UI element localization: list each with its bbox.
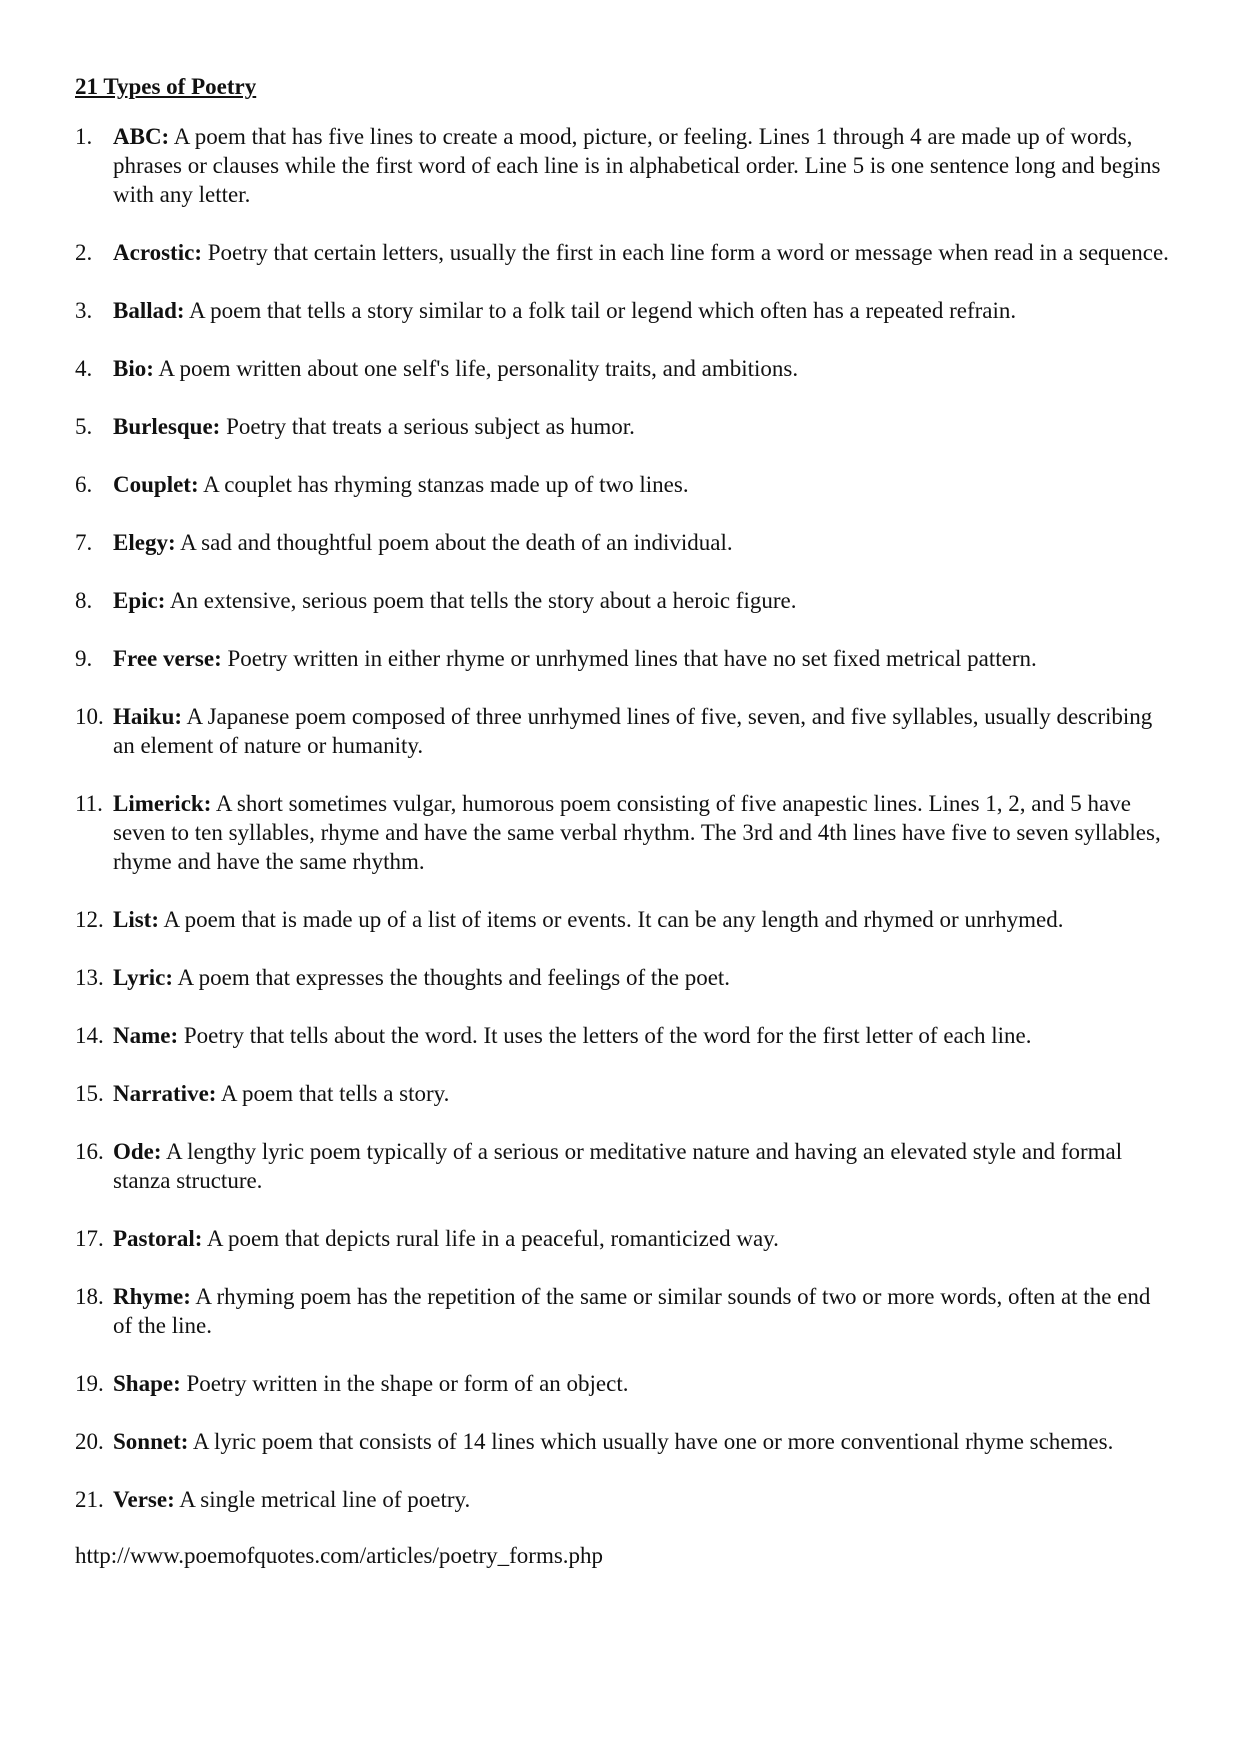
term-definition: A couplet has rhyming stanzas made up of two lines. bbox=[198, 472, 689, 497]
term-name: Acrostic: bbox=[113, 240, 202, 265]
term-name: Pastoral: bbox=[113, 1226, 203, 1251]
term-definition: A poem that expresses the thoughts and feelings of the poet. bbox=[173, 965, 731, 990]
term-definition: Poetry written in either rhyme or unrhymed lines that have no set fixed metrical pattern. bbox=[221, 646, 1037, 671]
list-item-number: 13. bbox=[75, 965, 104, 990]
list-item bbox=[75, 644, 1175, 673]
term-name: Bio: bbox=[113, 356, 154, 381]
term-definition: A lengthy lyric poem typically of a serious or meditative nature and having an elevated style and formal stanza structure. bbox=[113, 1139, 1123, 1193]
term-definition: A lyric poem that consists of 14 lines which usually have one or more conventional rhyme schemes. bbox=[188, 1429, 1114, 1454]
term-definition: A single metrical line of poetry. bbox=[174, 1487, 471, 1512]
list-item-number: 8. bbox=[75, 588, 93, 613]
list-item-number: 16. bbox=[75, 1139, 104, 1164]
list-item-number: 7. bbox=[75, 530, 93, 555]
term-name: Free verse: bbox=[113, 646, 222, 671]
list-item-number: 12. bbox=[75, 907, 104, 932]
term-definition: A poem that depicts rural life in a peaceful, romanticized way. bbox=[202, 1226, 779, 1251]
list-item-number: 21. bbox=[75, 1487, 104, 1512]
list-item bbox=[75, 1427, 1175, 1456]
term-name: Haiku: bbox=[113, 704, 183, 729]
term-definition: A poem that tells a story. bbox=[216, 1081, 450, 1106]
term-definition: A poem that is made up of a list of items or events. It can be any length and rhymed or unrhymed. bbox=[159, 907, 1064, 932]
list-item bbox=[75, 1021, 1175, 1050]
term-name: Lyric: bbox=[113, 965, 174, 990]
list-item-number: 11. bbox=[75, 791, 103, 816]
list-item-number: 3. bbox=[75, 298, 93, 323]
list-item bbox=[75, 702, 1175, 760]
list-item-number: 15. bbox=[75, 1081, 104, 1106]
list-item bbox=[75, 789, 1175, 876]
term-definition: A Japanese poem composed of three unrhymed lines of five, seven, and five syllables, usually describing an element of nature or humanity. bbox=[113, 704, 1153, 758]
term-name: Sonnet: bbox=[113, 1429, 189, 1454]
term-name: Rhyme: bbox=[113, 1284, 191, 1309]
list-item-number: 20. bbox=[75, 1429, 104, 1454]
list-item bbox=[75, 1369, 1175, 1398]
list-item bbox=[75, 963, 1175, 992]
term-definition: A rhyming poem has the repetition of the same or similar sounds of two or more words, often at the end of the line. bbox=[113, 1284, 1151, 1338]
term-definition: A short sometimes vulgar, humorous poem consisting of five anapestic lines. Lines 1, 2, and 5 have seven to ten syllables, rhyme and have the same verbal rhythm. The 3rd and 4th lines have five to seven syllables, rhyme and have the same rhythm. bbox=[113, 791, 1161, 874]
term-name: Elegy: bbox=[113, 530, 176, 555]
term-name: List: bbox=[113, 907, 159, 932]
list-item bbox=[75, 1282, 1175, 1340]
list-item-number: 5. bbox=[75, 414, 93, 439]
term-name: Epic: bbox=[113, 588, 166, 613]
term-definition: A sad and thoughtful poem about the death of an individual. bbox=[175, 530, 733, 555]
list-item bbox=[75, 528, 1175, 557]
term-definition: A poem that has five lines to create a mood, picture, or feeling. Lines 1 through 4 are made up of words, phrases or clauses while the first word of each line is in alphabetical order. Line 5 is one sentence long and begins with any letter. bbox=[113, 124, 1161, 207]
term-name: Name: bbox=[113, 1023, 179, 1048]
term-definition: A poem that tells a story similar to a folk tail or legend which often has a repeated refrain. bbox=[184, 298, 1017, 323]
list-item-number: 14. bbox=[75, 1023, 104, 1048]
list-item bbox=[75, 1224, 1175, 1253]
term-name: Limerick: bbox=[113, 791, 212, 816]
term-name: Burlesque: bbox=[113, 414, 221, 439]
term-definition: An extensive, serious poem that tells the story about a heroic figure. bbox=[165, 588, 797, 613]
list-item-number: 19. bbox=[75, 1371, 104, 1396]
list-item bbox=[75, 412, 1175, 441]
list-item bbox=[75, 1485, 1175, 1514]
list-item-number: 4. bbox=[75, 356, 93, 381]
source-url: http://www.poemofquotes.com/articles/poetry_forms.php bbox=[75, 1543, 604, 1568]
list-item bbox=[75, 586, 1175, 615]
list-item-number: 9. bbox=[75, 646, 93, 671]
list-item bbox=[75, 1137, 1175, 1195]
list-item-number: 10. bbox=[75, 704, 104, 729]
term-name: Narrative: bbox=[113, 1081, 217, 1106]
term-definition: Poetry written in the shape or form of an object. bbox=[180, 1371, 629, 1396]
term-definition: A poem written about one self's life, personality traits, and ambitions. bbox=[153, 356, 799, 381]
list-item bbox=[75, 354, 1175, 383]
term-definition: Poetry that treats a serious subject as humor. bbox=[220, 414, 635, 439]
term-name: Shape: bbox=[113, 1371, 181, 1396]
term-name: Verse: bbox=[113, 1487, 175, 1512]
list-item-number: 18. bbox=[75, 1284, 104, 1309]
list-item-number: 1. bbox=[75, 124, 93, 149]
list-item-number: 6. bbox=[75, 472, 93, 497]
poetry-types-list bbox=[75, 122, 1175, 1514]
list-item-number: 17. bbox=[75, 1226, 104, 1251]
term-name: ABC: bbox=[113, 124, 170, 149]
term-name: Ode: bbox=[113, 1139, 162, 1164]
list-item bbox=[75, 122, 1175, 209]
list-item-number: 2. bbox=[75, 240, 93, 265]
term-definition: Poetry that tells about the word. It uses the letters of the word for the first letter of each line. bbox=[178, 1023, 1032, 1048]
document-page bbox=[75, 72, 1175, 1570]
term-definition: Poetry that certain letters, usually the first in each line form a word or message when read in a sequence. bbox=[201, 240, 1169, 265]
list-item bbox=[75, 238, 1175, 267]
page-title: 21 Types of Poetry bbox=[75, 74, 257, 99]
list-item bbox=[75, 1079, 1175, 1108]
list-item bbox=[75, 470, 1175, 499]
list-item bbox=[75, 296, 1175, 325]
list-item bbox=[75, 905, 1175, 934]
term-name: Ballad: bbox=[113, 298, 185, 323]
term-name: Couplet: bbox=[113, 472, 199, 497]
